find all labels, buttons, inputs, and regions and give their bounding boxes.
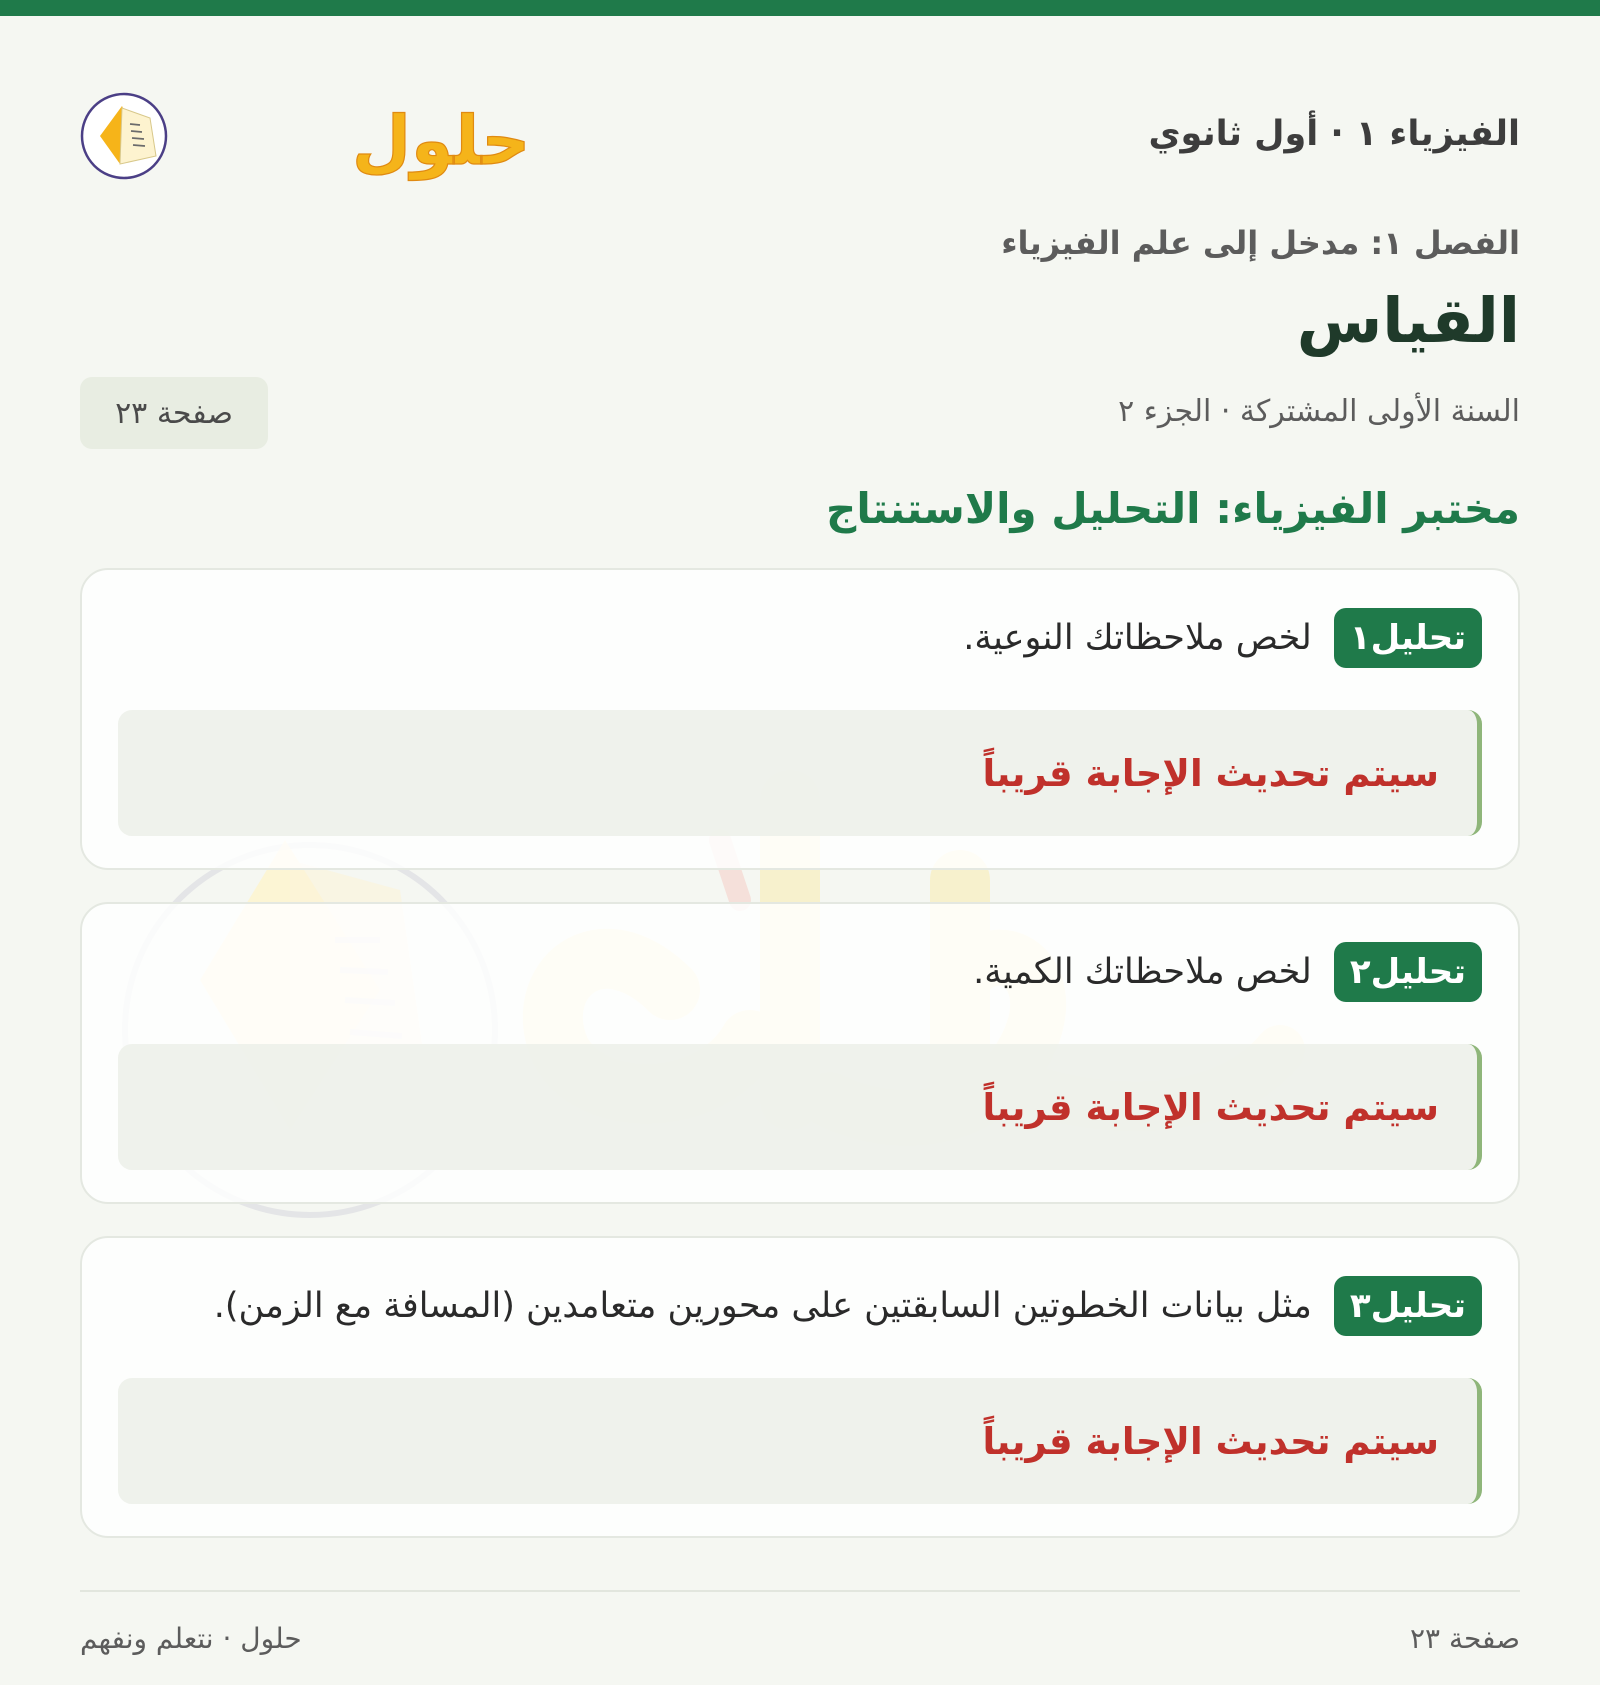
page-footer: [80, 1590, 1520, 1655]
section-title: مختبر الفيزياء: التحليل والاستنتاج: [826, 484, 1520, 533]
subject-title: الفيزياء ١ · أول ثانوي: [1148, 114, 1520, 154]
answer-text: سيتم تحديث الإجابة قريباً: [982, 1085, 1439, 1129]
answer-box: [118, 710, 1482, 836]
question-label-badge: تحليل٢: [1334, 942, 1482, 1002]
question-text: لخص ملاحظاتك النوعية.: [963, 618, 1312, 658]
logo-text: حلول: [352, 102, 531, 181]
answer-box: [118, 1378, 1482, 1504]
question-row: [118, 608, 1482, 668]
answer-box: [118, 1044, 1482, 1170]
questions-list: [80, 568, 1520, 1570]
question-card-2: [80, 902, 1520, 1204]
hulul-logo[interactable]: [80, 78, 531, 188]
lesson-meta: السنة الأولى المشتركة · الجزء ٢: [1118, 394, 1520, 429]
question-text: مثل بيانات الخطوتين السابقتين على محورين متعامدين (المسافة مع الزمن).: [213, 1286, 1312, 1326]
question-label-badge: تحليل٣: [1334, 1276, 1482, 1336]
question-row: [118, 942, 1482, 1002]
footer-brand: حلول · نتعلم ونفهم: [80, 1622, 302, 1655]
question-label-badge: تحليل١: [1334, 608, 1482, 668]
lesson-title: القياس: [1296, 284, 1520, 357]
page-header: [80, 66, 1520, 186]
answer-text: سيتم تحديث الإجابة قريباً: [982, 1419, 1439, 1463]
footer-page-number: صفحة ٢٣: [1409, 1622, 1520, 1655]
question-card-3: [80, 1236, 1520, 1538]
page-badge: صفحة ٢٣: [80, 377, 268, 449]
chapter-title: الفصل ١: مدخل إلى علم الفيزياء: [1001, 224, 1520, 262]
answer-text: سيتم تحديث الإجابة قريباً: [982, 751, 1439, 795]
question-card-1: [80, 568, 1520, 870]
question-text: لخص ملاحظاتك الكمية.: [973, 952, 1312, 992]
top-accent-bar: [0, 0, 1600, 16]
question-row: [118, 1276, 1482, 1336]
